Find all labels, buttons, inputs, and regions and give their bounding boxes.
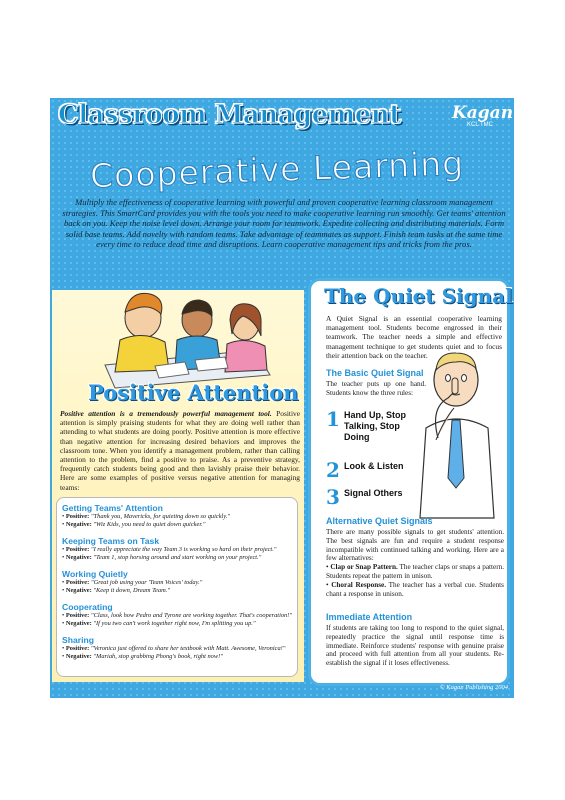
example-negative: • Negative: "Wiz Kids, you need to quiet down quicker." [62,520,206,528]
example-on-task [62,536,297,561]
quiet-signal-intro: A Quiet Signal is an essential cooperative learning management tool. Students become engrossed in their teamwork. The teacher needs a simple and effective management technique to get students quiet and to focus their attention back on the teacher. [326,314,502,360]
quiet-signal-title: The Quiet Signal [324,284,513,308]
basic-quiet-signal-text: The teacher puts up one hand. Students know the three rules: [326,380,426,397]
alternative-signals-heading: Alternative Quiet Signals [326,516,433,526]
step-number: 2 [326,458,340,482]
example-cooperating [62,602,297,627]
positive-attention-title: Positive Attention [88,380,299,405]
step-number: 3 [326,485,340,509]
positive-attention-lead: Positive attention is a tremendously powerful management tool. [60,409,272,418]
intro-paragraph: Multiply the effectiveness of cooperative learning with powerful and proven cooperative learning classroom management strategies. This SmartCard provides you with the tools you need to make cooperative learning run smoothly. Get teams' attention back on you. Keep the noise level down. Arrange your room for teamwork. Expedite collecting and distributing materials. Form solid base teams. Add novelty with random teams. Take advantage of teammates as support. Finish team tasks at the same time every time to reduce dead time and disruptions. Learn cooperative management tips and tricks from the pros. [62,197,506,250]
step-number: 1 [326,407,340,431]
example-heading: Sharing [62,635,94,645]
alternative-signals-text: There are many possible signals to get students' attention. The best signals are fun and require a student response incompatible with continued talking and working. Here are a few alternatives: • Clap or Snap Pattern. The teacher claps or snaps a pattern. Students repeat the pattern in unison. • Choral Response. The teacher has a verbal cue. Students chant a response in unison. [326,528,504,598]
immediate-attention-heading: Immediate Attention [326,612,413,622]
logo-name: Kagan [452,103,514,123]
example-heading: Cooperating [62,602,113,612]
example-heading: Getting Teams' Attention [62,503,163,513]
step-label: Look & Listen [344,461,404,471]
example-positive: • Positive: "Class, look how Pedro and Tyrone are working together. That's cooperation!" [62,612,293,619]
logo-code: KCL TMC [466,122,493,128]
kagan-logo [452,103,514,136]
example-negative: • Negative: "Mariah, stop grabbing Phong's book, right now!" [62,652,223,660]
example-negative: • Negative: "Keep it down, Dream Team." [62,586,170,594]
example-negative: • Negative: "If you two can't work together right now, I'm splitting you up." [62,619,256,627]
step-label: Hand Up, Stop Talking, Stop Doing [344,410,406,442]
title-cooperative-learning: Cooperative Learning [89,143,465,196]
example-heading: Keeping Teams on Task [62,536,160,546]
example-positive: • Positive: "I really appreciate the way Team 3 is working so hard on their project." [62,546,277,553]
example-working-quietly [62,569,297,594]
positive-attention-text: Positive attention is simply praising students for what they are doing well rather than attending to what students are doing poorly. Positive attention is more effective than negative attention for increasing desired behaviors and improves the classroom tone. When you identify a management problem, rather than calling attention to the problem, find a positive to praise. As a preventive strategy, frequently catch students being good and then lavishly praise their behavior. Here are some examples of positive versus negative attention for managing teams: [60,409,300,492]
title-classroom-management: Classroom Management [58,100,401,130]
example-positive: • Positive: "Thank you, Mavericks, for quieting down so quickly." [62,513,231,520]
basic-quiet-signal-heading: The Basic Quiet Signal [326,368,424,378]
positive-attention-body [60,409,300,492]
copyright: © Kagan Publishing 2004 [439,684,508,691]
example-negative: • Negative: "Team 1, stop horsing around and start working on your project." [62,553,262,561]
example-heading: Working Quietly [62,569,128,579]
immediate-attention-text: If students are taking too long to respond to the quiet signal, repeatedly practice the signal until response time is immediate. Reinforce students' response with genuine praise and proceed with full attention from all your students. Re-establish the signal if it loses effectiveness. [326,624,504,668]
example-sharing [62,635,297,660]
example-positive: • Positive: "Great job using your 'Team Voices' today." [62,579,203,586]
students-illustration [85,280,275,390]
example-positive: • Positive: "Veronica just offered to share her textbook with Matt. Awesome, Veronica!" [62,645,286,652]
step-label: Signal Others [344,488,403,498]
example-getting-attention [62,503,297,528]
